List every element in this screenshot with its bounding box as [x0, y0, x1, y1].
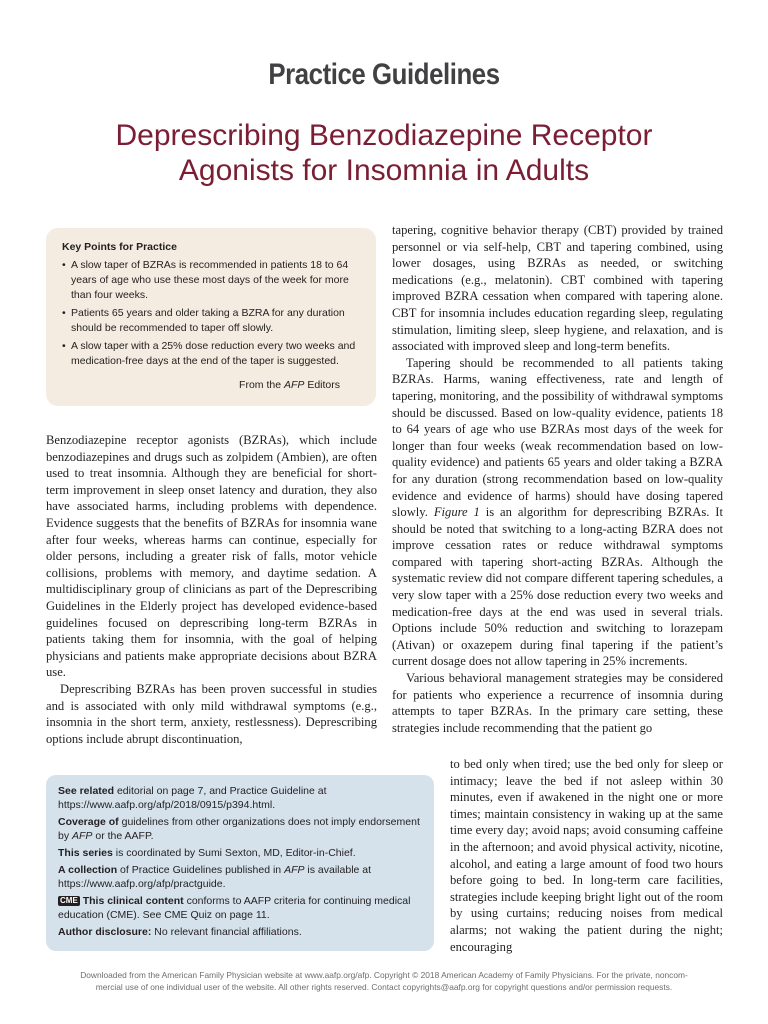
body-paragraph [392, 355, 723, 670]
note-text: No relevant financial affiliations. [154, 926, 302, 938]
collection-note [58, 863, 424, 891]
paragraph-text: is an algorithm for deprescribing BZRAs. It should be noted that switching to a long-acting BZRA does not improve cessation rates or reduce withdrawal symptoms compared with tapering short-acting BZRAs. Although the systematic review did not compare different tapering schedules, a very slow taper with a 25% dose reduction every two weeks and medication-free days at the end was used in several trials. Options include 50% reduction and switching to lorazepam (Ativan) or oxazepem during final tapering if the patient’s current dosage does not allow tapering in 25% increments. [392, 505, 723, 669]
key-point-item: • A slow taper with a 25% dose reduction every two weeks and medication-free days at the end of the taper is suggested. [62, 339, 362, 369]
journal-name: AFP [284, 864, 305, 876]
article-title [0, 118, 768, 188]
body-paragraph: tapering, cognitive behavior therapy (CBT) provided by trained personnel or via self-help, CBT and tapering combined, using lower dosages, using BZRAs as needed, or switching medications (e.g., melatonin). CBT combined with tapering improved BZRA cessation when compared with tapering alone. CBT for insomnia includes education regarding sleep, regulating stimulation, limiting sleep, sleep hygiene, and relaxation, and is associated with improved sleep and long-term benefits. [392, 223, 723, 354]
note-label: Coverage of [58, 816, 119, 828]
paragraph-text: Tapering should be recommended to all patients taking BZRAs. Harms, waning effectiveness, rate and length of tapering, monitoring, and the possibility of withdrawal symptoms should be discussed. Based on low-quality evidence, patients 18 to 64 years of age who use BZRAs most days of the week for longer than four weeks (weak recommendation based on low-quality evidence) and patients 65 years and older taking a BZRA for any duration (strong recommendation based on low-quality evidence and evidence of harms) should have dosing tapered slowly. [392, 355, 723, 520]
figure-reference[interactable]: Figure 1 [433, 505, 480, 520]
attribution-journal: AFP [283, 379, 305, 391]
note-text: or the AAFP. [95, 830, 154, 842]
section-title: Practice Guidelines [268, 58, 500, 91]
body-paragraph: Various behavioral management strategies may be considered for patients who experience a recurrence of insomnia during attempts to taper BZRAs. In the primary care setting, these strategies include recommending that the patient go [392, 671, 723, 735]
journal-name: AFP [72, 830, 93, 842]
note-text: conforms to AAFP criteria for continuing medical education (CME). See CME Quiz on page 11. [58, 895, 411, 921]
footer-line: mercial use of one individual user of the website. All other rights reserved. Contact copyrights@aafp.org for copyright questions and/or permission requests. [95, 982, 673, 992]
body-paragraph: to bed only when tired; use the bed only for sleep or intimacy; leave the bed if not asleep within 30 minutes, even if awakened in the night one or more times; maintain consistency in waking up at the same time every day; avoid naps; avoid consuming caffeine in the afternoon; and avoid physical activity, nicotine, alcohol, and eating a large amount of food two hours before going to bed. In long-term care facilities, strategies include keeping bright light out of the room by using curtains; reducing noises from medical alarms; not waking the patient during the night; encouraging [450, 757, 723, 954]
key-point-item: • A slow taper of BZRAs is recommended in patients 18 to 64 years of age who use these most days of the week for more than four weeks. [62, 258, 362, 303]
note-text: guidelines from other organizations does not imply endorsement by [58, 816, 420, 842]
note-label: See related [58, 785, 115, 797]
see-related-link[interactable]: editorial on page 7, and Practice Guideline at https://www.aafp.org/afp/2018/0915/p394.html. [58, 785, 327, 811]
coverage-note [58, 815, 424, 843]
related-info-box [46, 775, 434, 951]
article-title-line-2: Agonists for Insomnia in Adults [178, 154, 590, 187]
see-related-note [58, 784, 424, 812]
note-label: A collection [58, 864, 118, 876]
body-right-column-continued [450, 756, 723, 955]
key-point-item: • Patients 65 years and older taking a BZRA for any duration should be recommended to taper off slowly. [62, 306, 362, 336]
body-left-column [46, 432, 377, 747]
note-label: Author disclosure: [58, 926, 152, 938]
key-points-box [46, 228, 376, 406]
note-text: is coordinated by Sumi Sexton, MD, Editor-in-Chief. [115, 847, 356, 859]
cme-note [58, 894, 424, 922]
series-note [58, 846, 424, 860]
key-points-heading: Key Points for Practice [62, 241, 177, 253]
attribution-prefix: From the [239, 379, 282, 391]
disclosure-note [58, 925, 424, 939]
note-text: of Practice Guidelines published in [120, 864, 282, 876]
note-label: This series [58, 847, 113, 859]
cme-icon: CME [60, 896, 78, 905]
key-points-attribution [239, 378, 340, 393]
collection-link[interactable]: is available at https://www.aafp.org/afp/practguide. [58, 864, 372, 890]
body-paragraph: Benzodiazepine receptor agonists (BZRAs), which include benzodiazepines and drugs such as zolpidem (Ambien), are often used to treat insomnia. Although they are beneficial for short-term improvement in sleep onset latency and duration, they also have associated harms, including problems with dependence. Evidence suggests that the benefits of BZRAs for insomnia wane after four weeks, whereas harms can continue, especially for older persons, including a greater risk of falls, motor vehicle collisions, problems with memory, and daytime sedation. A multidisciplinary group of clinicians as part of the Deprescribing Guidelines in the Elderly project has developed evidence-based guidelines focused on deprescribing long-term BZRAs in patients taking them for insomnia, with the goal of helping physicians and patients make appropriate decisions about BZRA use. [46, 433, 377, 680]
body-right-column [392, 222, 723, 736]
note-label: This clinical content [82, 895, 184, 907]
footer-line: Downloaded from the American Family Physician website at www.aafp.org/afp. Copyright © 2018 American Academy of Family Physicians. For the private, noncom- [80, 970, 688, 980]
copyright-footer [0, 969, 768, 993]
article-title-line-1: Deprescribing Benzodiazepine Receptor [115, 119, 653, 152]
key-points-list [62, 258, 362, 372]
attribution-suffix: Editors [307, 379, 340, 391]
body-paragraph: Deprescribing BZRAs has been proven successful in studies and is associated with only mild withdrawal symptoms (e.g., insomnia in the short term, anxiety, restlessness). Deprescribing options include abrupt discontinuation, [46, 681, 377, 746]
